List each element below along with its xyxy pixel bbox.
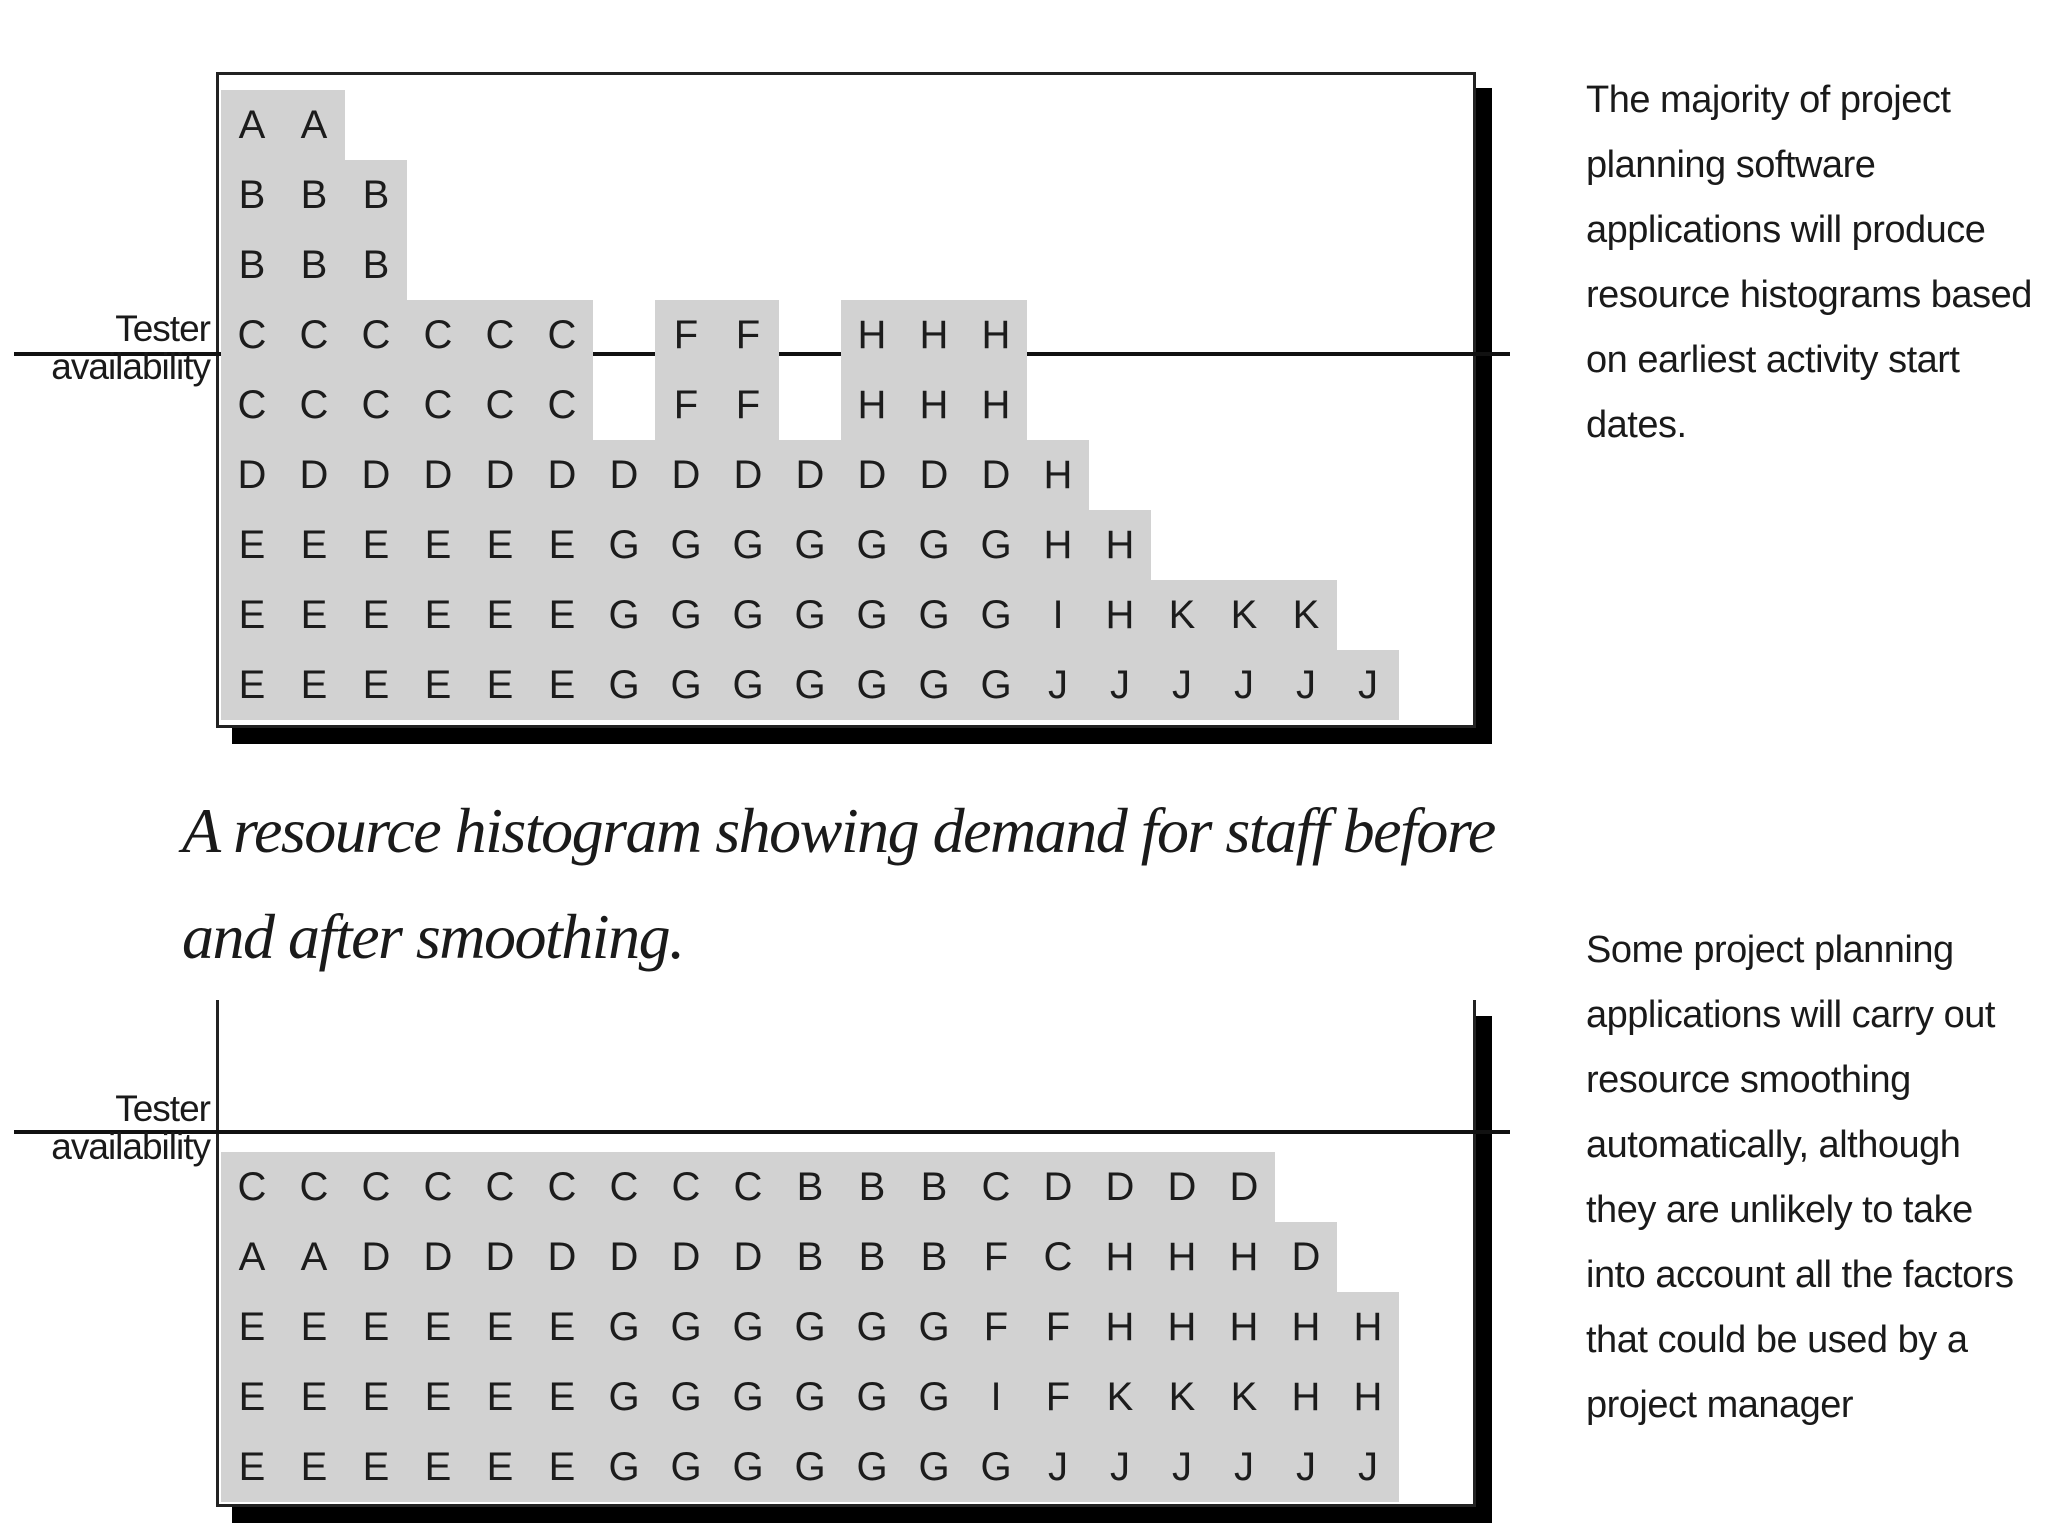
histogram-cell: B [345, 230, 407, 300]
histogram-cell: D [345, 440, 407, 510]
histogram-cell: G [903, 1362, 965, 1432]
histogram-cell: B [841, 1222, 903, 1292]
histogram-cell: D [903, 440, 965, 510]
histogram-cell: C [345, 1152, 407, 1222]
histogram-cell: G [779, 510, 841, 580]
histogram-cell: H [1089, 580, 1151, 650]
histogram-cell: D [655, 440, 717, 510]
histogram-cell: E [469, 1362, 531, 1432]
histogram-cell: H [1337, 1292, 1399, 1362]
histogram-cell: F [1027, 1362, 1089, 1432]
histogram-cell: G [841, 1292, 903, 1362]
histogram-cell: G [965, 510, 1027, 580]
histogram-cell: F [1027, 1292, 1089, 1362]
histogram-cell: E [469, 650, 531, 720]
histogram-cell: H [1027, 440, 1089, 510]
histogram-cell: G [965, 580, 1027, 650]
histogram-cell: E [407, 1362, 469, 1432]
histogram-cell: C [469, 300, 531, 370]
histogram-cell: I [965, 1362, 1027, 1432]
histogram-cell: G [655, 580, 717, 650]
histogram-cell: F [655, 300, 717, 370]
histogram-cell: E [283, 650, 345, 720]
histogram-cell: C [965, 1152, 1027, 1222]
histogram-cell: G [965, 650, 1027, 720]
histogram-cell: G [903, 510, 965, 580]
histogram-cell: G [655, 510, 717, 580]
histogram-cell: D [469, 1222, 531, 1292]
histogram-cell: C [531, 370, 593, 440]
histogram-cell: C [655, 1152, 717, 1222]
histogram-cell: D [283, 440, 345, 510]
histogram-cell: C [345, 370, 407, 440]
histogram-cell: D [1151, 1152, 1213, 1222]
histogram-cell: G [655, 1432, 717, 1502]
histogram-cell: C [717, 1152, 779, 1222]
histogram-cell: G [717, 1432, 779, 1502]
histogram-cell: J [1151, 650, 1213, 720]
histogram-cell: E [469, 580, 531, 650]
histogram-cell: H [1089, 1222, 1151, 1292]
histogram-cell: E [531, 1362, 593, 1432]
availability-label-line2: availability [51, 346, 210, 387]
histogram-cell: J [1213, 1432, 1275, 1502]
histogram-cell: B [283, 160, 345, 230]
histogram-cell: H [1089, 1292, 1151, 1362]
histogram-cell: H [903, 300, 965, 370]
histogram-cell: C [283, 370, 345, 440]
histogram-cell: G [717, 1292, 779, 1362]
histogram-cell: E [283, 1292, 345, 1362]
histogram-cell: H [1275, 1362, 1337, 1432]
histogram-cell: G [903, 1432, 965, 1502]
histogram-cell: D [593, 440, 655, 510]
histogram-cell: C [407, 1152, 469, 1222]
histogram-cell: E [407, 1292, 469, 1362]
histogram-cell: G [841, 580, 903, 650]
histogram-cell: J [1275, 650, 1337, 720]
histogram-cell: J [1337, 1432, 1399, 1502]
histogram-cell: B [903, 1222, 965, 1292]
histogram-cell: C [531, 300, 593, 370]
histogram-cell: D [965, 440, 1027, 510]
histogram-cell: E [283, 580, 345, 650]
histogram-cell: B [841, 1152, 903, 1222]
histogram-cell: G [593, 1432, 655, 1502]
histogram-cell: G [655, 650, 717, 720]
histogram-cell: G [593, 650, 655, 720]
histogram-cell: B [779, 1222, 841, 1292]
histogram-cell: C [531, 1152, 593, 1222]
histogram-cell: D [469, 440, 531, 510]
histogram-cell: G [779, 650, 841, 720]
histogram-cell: E [283, 510, 345, 580]
histogram-cell: K [1151, 1362, 1213, 1432]
histogram-cell: B [221, 230, 283, 300]
histogram-cell: D [1213, 1152, 1275, 1222]
histogram-cell: C [593, 1152, 655, 1222]
histogram-cell: F [655, 370, 717, 440]
histogram-cell: G [841, 1362, 903, 1432]
histogram-cell: H [965, 370, 1027, 440]
histogram-cell: D [717, 440, 779, 510]
histogram-cell: C [407, 370, 469, 440]
histogram-cell: J [1275, 1432, 1337, 1502]
histogram-cell: K [1089, 1362, 1151, 1432]
histogram-cell: J [1213, 650, 1275, 720]
histogram-cell: B [221, 160, 283, 230]
histogram-cell: E [221, 1432, 283, 1502]
histogram-cell: E [469, 1432, 531, 1502]
histogram-cell: H [903, 370, 965, 440]
histogram-cell: C [221, 300, 283, 370]
histogram-cell: A [283, 90, 345, 160]
availability-label-before [51, 310, 210, 386]
histogram-cell: G [655, 1362, 717, 1432]
histogram-cell: H [1151, 1292, 1213, 1362]
histogram-cell: C [1027, 1222, 1089, 1292]
histogram-cell: H [1151, 1222, 1213, 1292]
histogram-cell: E [221, 510, 283, 580]
histogram-cell: G [779, 1432, 841, 1502]
histogram-cell: B [345, 160, 407, 230]
histogram-cell: E [469, 510, 531, 580]
histogram-cell: H [1337, 1362, 1399, 1432]
histogram-cell: C [221, 1152, 283, 1222]
histogram-cell: D [531, 440, 593, 510]
histogram-cell: B [779, 1152, 841, 1222]
histogram-cell: D [531, 1222, 593, 1292]
histogram-cell: D [345, 1222, 407, 1292]
histogram-cell: E [531, 1432, 593, 1502]
histogram-cell: G [779, 1362, 841, 1432]
histogram-cell: H [841, 300, 903, 370]
histogram-cell: K [1213, 1362, 1275, 1432]
histogram-cell: E [221, 1292, 283, 1362]
histogram-cell: H [1027, 510, 1089, 580]
histogram-cell: G [965, 1432, 1027, 1502]
note-after: Some project planning applications will carry out resource smoothing automatically, although they are unlikely to take into account all the factors that could be used by a project manager [1586, 929, 2014, 1426]
histogram-cell: I [1027, 580, 1089, 650]
histogram-cell: E [283, 1432, 345, 1502]
histogram-cell: E [345, 580, 407, 650]
histogram-cell: J [1027, 1432, 1089, 1502]
histogram-cell: E [345, 650, 407, 720]
histogram-cell: G [779, 580, 841, 650]
histogram-cell: E [531, 510, 593, 580]
histogram-cell: J [1337, 650, 1399, 720]
histogram-cell: A [221, 90, 283, 160]
histogram-cell: D [407, 1222, 469, 1292]
histogram-cell: G [779, 1292, 841, 1362]
histogram-cell: D [1089, 1152, 1151, 1222]
histogram-cell: B [283, 230, 345, 300]
histogram-cell: E [531, 580, 593, 650]
histogram-cell: C [407, 300, 469, 370]
histogram-cell: G [717, 580, 779, 650]
histogram-cell: K [1151, 580, 1213, 650]
histogram-cell: G [841, 650, 903, 720]
histogram-cell: G [593, 580, 655, 650]
histogram-cell: E [345, 1362, 407, 1432]
histogram-cell: E [221, 1362, 283, 1432]
histogram-cell: C [469, 370, 531, 440]
histogram-cell: H [1275, 1292, 1337, 1362]
histogram-cell: G [903, 650, 965, 720]
histogram-cell: G [841, 1432, 903, 1502]
histogram-cell: B [903, 1152, 965, 1222]
histogram-cell: K [1275, 580, 1337, 650]
histogram-cell: C [221, 370, 283, 440]
histogram-cell: E [345, 510, 407, 580]
histogram-cell: D [221, 440, 283, 510]
availability-line-after [14, 1130, 1510, 1134]
histogram-cell: C [469, 1152, 531, 1222]
histogram-cell: F [965, 1292, 1027, 1362]
histogram-cell: D [779, 440, 841, 510]
histogram-cell: E [407, 510, 469, 580]
histogram-cell: F [717, 370, 779, 440]
histogram-cell: H [1089, 510, 1151, 580]
histogram-cell: G [903, 1292, 965, 1362]
histogram-cell: C [345, 300, 407, 370]
availability-label-line1: Tester [115, 1088, 210, 1129]
histogram-cell: C [283, 300, 345, 370]
histogram-cell: G [655, 1292, 717, 1362]
histogram-cell: E [345, 1292, 407, 1362]
histogram-cell: J [1027, 650, 1089, 720]
histogram-cell: G [593, 1292, 655, 1362]
histogram-cell: D [655, 1222, 717, 1292]
histogram-cell: G [717, 510, 779, 580]
availability-label-after [51, 1090, 210, 1166]
histogram-cell: D [717, 1222, 779, 1292]
histogram-cell: H [1213, 1292, 1275, 1362]
histogram-cell: G [903, 580, 965, 650]
histogram-cell: E [531, 650, 593, 720]
histogram-cell: J [1151, 1432, 1213, 1502]
histogram-cell: G [717, 1362, 779, 1432]
histogram-cell: D [593, 1222, 655, 1292]
histogram-cell: E [407, 650, 469, 720]
histogram-cell: F [717, 300, 779, 370]
histogram-cell: E [407, 1432, 469, 1502]
histogram-cell: E [221, 650, 283, 720]
note-before: The majority of project planning software applications will produce resource histograms based on earliest activity start dates. [1586, 79, 2032, 446]
figure-caption: A resource histogram showing demand for staff before and after smoothing. [182, 795, 1495, 972]
histogram-cell: G [841, 510, 903, 580]
histogram-cell: D [1275, 1222, 1337, 1292]
histogram-cell: F [965, 1222, 1027, 1292]
histogram-cell: E [345, 1432, 407, 1502]
histogram-cell: D [1027, 1152, 1089, 1222]
histogram-cell: J [1089, 650, 1151, 720]
histogram-cell: A [221, 1222, 283, 1292]
histogram-cell: A [283, 1222, 345, 1292]
histogram-cell: E [407, 580, 469, 650]
histogram-cell: J [1089, 1432, 1151, 1502]
availability-label-line2: availability [51, 1126, 210, 1167]
histogram-cell: H [841, 370, 903, 440]
histogram-cell: D [841, 440, 903, 510]
histogram-cell: G [593, 510, 655, 580]
histogram-cell: E [221, 580, 283, 650]
histogram-cell: E [283, 1362, 345, 1432]
availability-label-line1: Tester [115, 308, 210, 349]
histogram-cell: E [531, 1292, 593, 1362]
histogram-cell: C [283, 1152, 345, 1222]
histogram-cell: D [407, 440, 469, 510]
histogram-cell: G [593, 1362, 655, 1432]
histogram-cell: H [1213, 1222, 1275, 1292]
histogram-cell: E [469, 1292, 531, 1362]
histogram-cell: H [965, 300, 1027, 370]
histogram-cell: G [717, 650, 779, 720]
histogram-cell: K [1213, 580, 1275, 650]
